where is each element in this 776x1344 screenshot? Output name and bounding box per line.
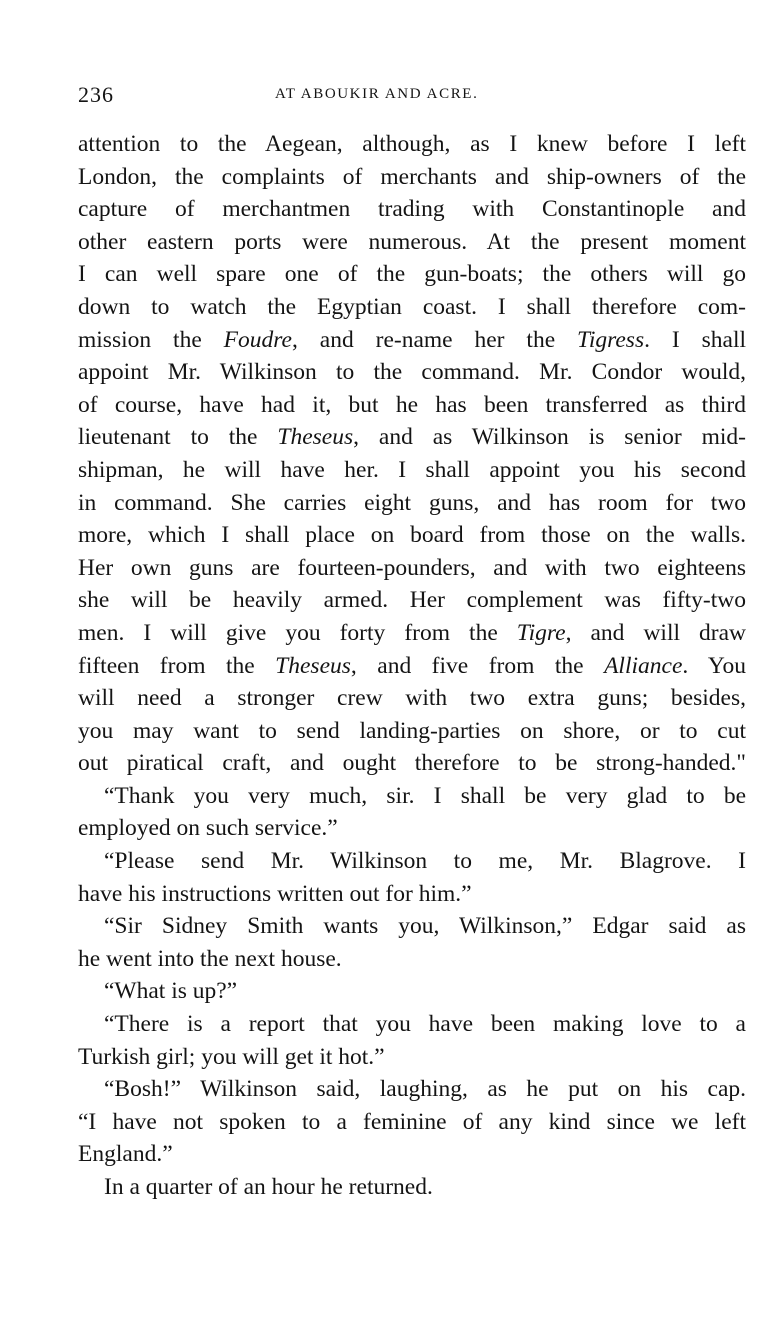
text-fragment: , and five from the [350, 652, 605, 679]
page-number: 236 [78, 82, 114, 107]
text-line: Turkish girl; you will get it hot.” [78, 1043, 385, 1070]
text-line: In a quarter of an hour he returned. [104, 1174, 433, 1200]
text-line: more, which I shall place on board from those on the walls. [78, 522, 746, 549]
text-line: London, the complaints of merchants and ship-owners of the [78, 163, 746, 190]
running-head: AT ABOUKIR AND ACRE. [275, 86, 479, 102]
text-line: “There is a report that you have been making love to a [104, 1011, 746, 1038]
text-fragment: . I shall [644, 326, 747, 353]
italic-ship-name: Theseus [277, 424, 354, 451]
text-line: other eastern ports were numerous. At the present moment [78, 228, 746, 255]
text-line: of course, have had it, but he has been transferred as third [78, 391, 746, 418]
italic-ship-name: Tigress [577, 326, 645, 353]
text-line: you may want to send landing-parties on shore, or to cut [78, 717, 746, 744]
italic-ship-name: Alliance [604, 652, 683, 679]
text-line: shipman, he will have her. I shall appoint you his second [78, 456, 746, 483]
text-line: “Sir Sidney Smith wants you, Wilkinson,” Edgar said as [104, 913, 746, 940]
text-line: “What is up?” [104, 978, 238, 1005]
text-line [78, 421, 746, 454]
text-line: in command. She carries eight guns, and has room for two [78, 489, 746, 516]
text-fragment: fifteen from the [78, 652, 276, 679]
text-line [78, 650, 746, 683]
text-line: she will be heavily armed. Her complement was fifty-two [78, 587, 746, 614]
page-header [78, 82, 748, 110]
text-line: will need a stronger crew with two extra guns; besides, [78, 685, 746, 712]
italic-ship-name: Theseus [275, 652, 351, 679]
text-line: attention to the Aegean, although, as I knew before I left [78, 131, 746, 157]
text-line: I can well spare one of the gun-boats; the others will go [78, 261, 746, 288]
text-line: appoint Mr. Wilkinson to the command. Mr. Condor would, [78, 359, 746, 386]
italic-ship-name: Foudre [223, 326, 292, 353]
text-line: have his instructions written out for him.” [78, 880, 472, 907]
text-line: “I have not spoken to a feminine of any kind since we left [78, 1108, 746, 1135]
text-line: “Thank you very much, sir. I shall be very glad to be [104, 782, 746, 809]
text-line: out piratical craft, and ought therefore to be strong-handed." [78, 750, 746, 777]
text-fragment: mission the [78, 326, 224, 353]
text-fragment: , and as Wilkinson is senior mid- [353, 424, 747, 451]
italic-ship-name: Tigre [516, 619, 566, 646]
text-line: “Please send Mr. Wilkinson to me, Mr. Blagrove. I [104, 848, 746, 875]
text-line: employed on such service.” [78, 815, 338, 842]
text-line: England.” [78, 1141, 173, 1168]
text-line [78, 617, 746, 650]
text-fragment: lieutenant to the [78, 424, 278, 451]
text-line: down to watch the Egyptian coast. I shall therefore com- [78, 293, 746, 320]
text-fragment: men. I will give you forty from the [78, 619, 517, 646]
text-fragment: . You [682, 652, 746, 679]
body-text [78, 128, 746, 1204]
text-line: “Bosh!” Wilkinson said, laughing, as he put on his cap. [104, 1076, 746, 1103]
text-line [78, 324, 746, 357]
text-line: capture of merchantmen trading with Constantinople and [78, 196, 746, 223]
text-fragment: , and re-name her the [291, 326, 578, 353]
text-fragment: , and will draw [565, 619, 747, 646]
text-line: Her own guns are fourteen-pounders, and with two eighteens [78, 554, 746, 581]
text-line: he went into the next house. [78, 945, 342, 972]
